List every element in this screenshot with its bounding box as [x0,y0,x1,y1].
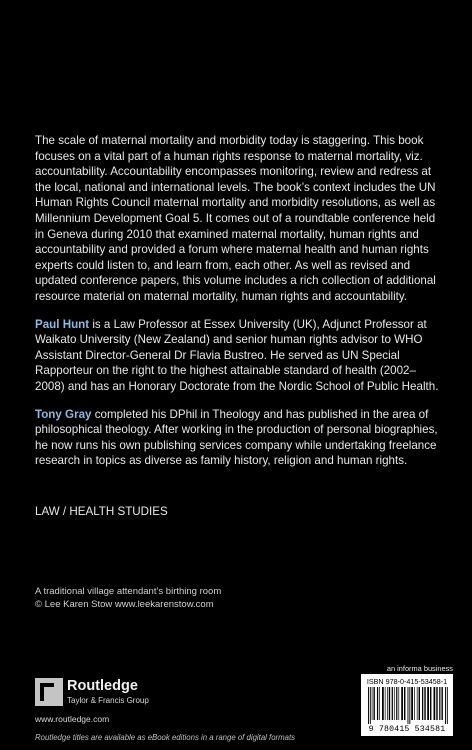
isbn-label: ISBN 978-0-415-53458-1 [366,677,448,686]
author2-paragraph [35,407,440,469]
informa-tagline: an informa business [386,664,453,673]
ebook-note: Routledge titles are available as eBook editions in a range of digital formats [35,733,296,742]
author1-name: Paul Hunt [35,317,90,331]
photo-copyright: © Lee Karen Stow www.leekarenstow.com [35,599,214,610]
photo-credit [35,585,221,611]
publisher-group: Taylor & Francis Group [67,696,149,705]
author1-bio: is a Law Professor at Essex University (UK), Adjunct Professor at Waikato University (New Zealand) and senior human rights advisor to WHO Assistant Director-General Dr Flavia Bustreo. He served as UN Special Rapporteur on the right to the highest attainable standard of health (2002–2008) and has an Honorary Doctorate from the Nordic School of Public Health. [35,317,439,393]
photo-caption: A traditional village attendant’s birthing room [35,586,222,597]
publisher-website: www.routledge.com [35,714,110,724]
barcode-digits: 9 780415 534581 [368,725,446,734]
author2-bio: completed his DPhil in Theology and has published in the area of philosophical theology. After working in the production of personal biographies, he now runs his own publishing services company while undertaking freelance research in topics as diverse as family history, religion and human rights. [35,407,438,468]
publisher-name: Routledge [67,678,138,694]
subject-category: LAW / HEALTH STUDIES [35,505,168,518]
blurb [35,133,440,481]
barcode-bars-icon [368,687,448,724]
routledge-logo-icon [35,678,63,706]
barcode [361,674,453,736]
author1-paragraph [35,317,440,395]
book-description: The scale of maternal mortality and morbidity today is staggering. This book focuses on a vital part of a human rights response to maternal mortality, viz. accountability. Accountability encompasses monitoring, review and redress at the local, national and international levels. The book’s context includes the UN Human Rights Council maternal mortality and morbidity resolutions, as well as Millennium Development Goal 5. It comes out of a roundtable conference held in Geneva during 2010 that examined maternal mortality, human rights and accountability and provided a forum where maternal health and human rights experts could listen to, and learn from, each other. As well as revised and updated conference papers, this volume includes a rich collection of additional resource material on maternal mortality, human rights and accountability. [35,134,436,303]
author2-name: Tony Gray [35,407,92,421]
